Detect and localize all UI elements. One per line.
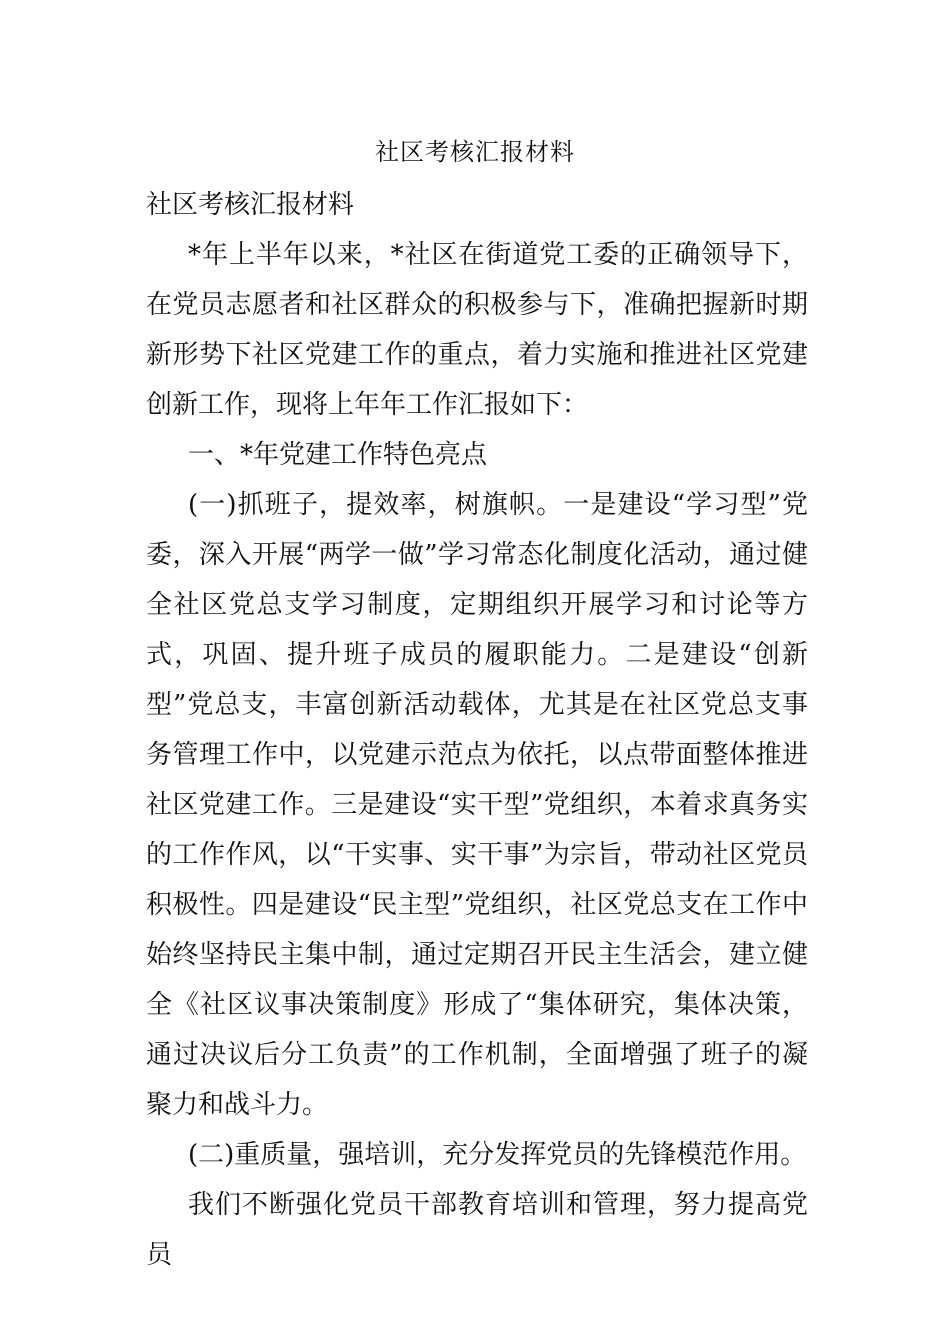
subsection-heading-2: (二)重质量，强培训，充分发挥党员的先锋模范作用。 (188, 1140, 807, 1170)
document-body (146, 180, 808, 1280)
subsection-paragraph-1: (一)抓班子，提效率，树旗帜。一是建设“学习型”党委，深入开展“两学一做”学习常态化制度化活动，通过健全社区党总支学习制度，定期组织开展学习和讨论等方式，巩固、提升班子成员的履职能力。二是建设“创新型”党总支，丰富创新活动载体，尤其是在社区党总支事务管理工作中，以党建示范点为依托，以点带面整体推进社区党建工作。三是建设“实干型”党组织，本着求真务实的工作作风，以“干实事、实干事”为宗旨，带动社区党员积极性。四是建设“民主型”党组织，社区党总支在工作中始终坚持民主集中制，通过定期召开民主生活会，建立健全《社区议事决策制度》形成了“集体研究，集体决策，通过决议后分工负责”的工作机制，全面增强了班子的凝聚力和战斗力。 (146, 490, 808, 1120)
document-title: 社区考核汇报材料 (375, 138, 575, 166)
document-subtitle: 社区考核汇报材料 (146, 190, 355, 220)
section-heading-1: 一、*年党建工作特色亮点 (188, 440, 488, 470)
body-paragraph-continued: 我们不断强化党员干部教育培训和管理，努力提高党员 (146, 1190, 808, 1270)
intro-paragraph: *年上半年以来，*社区在街道党工委的正确领导下，在党员志愿者和社区群众的积极参与下，准确把握新时期新形势下社区党建工作的重点，着力实施和推进社区党建创新工作，现将上年年工作汇报如下： (146, 240, 808, 420)
